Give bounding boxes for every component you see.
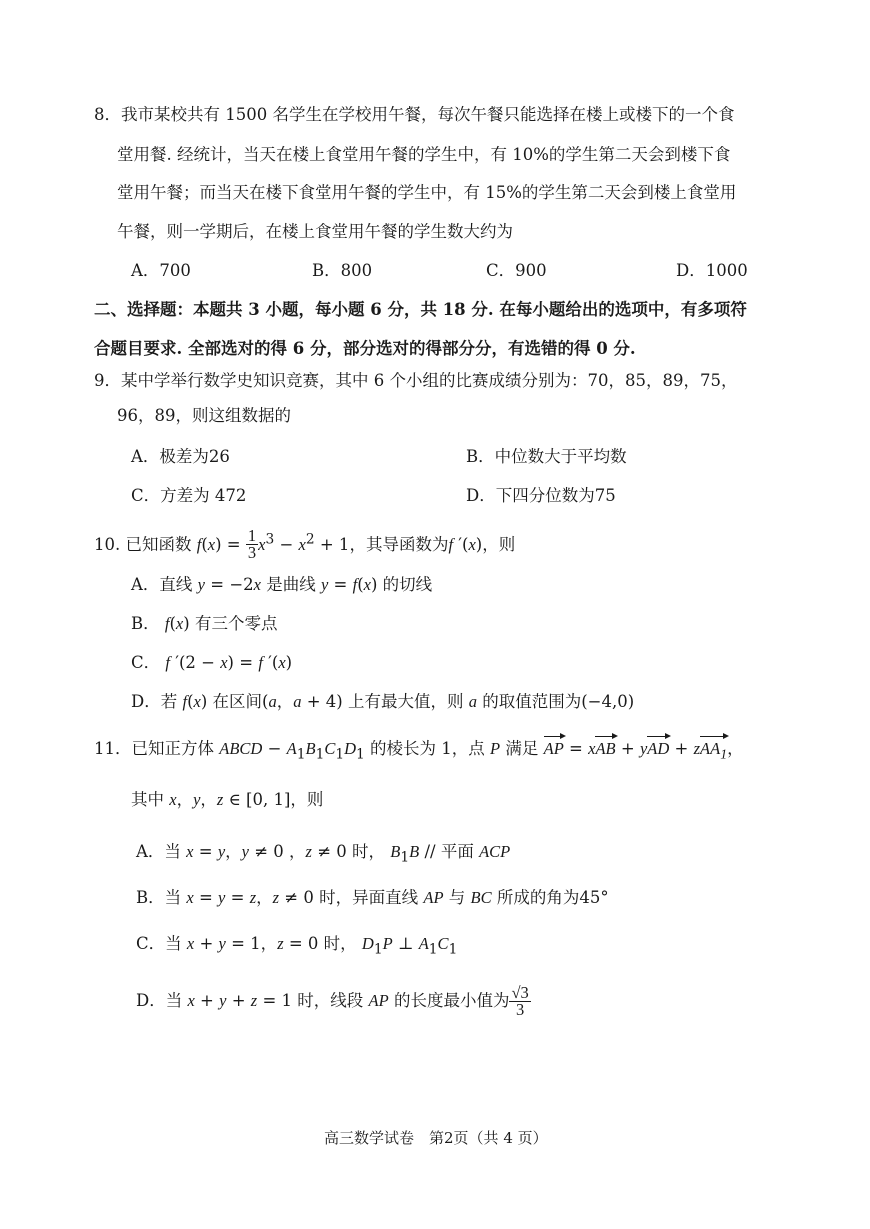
q11-stem: 11．已知正方体 ABCD − $A_1B_1C_1D_1$ 的棱长为 1，点 P 满足 AP = xAB + yAD + zAA$_1$， [94,739,744,763]
q10-stem: 10. 已知函数 f(x) = $\frac{1}{3}$ $x^3 - x^2 + 1$，其导函数为f ′(x)，则 [94,526,516,562]
q11-option-a: A．当 x = y，y ≠ 0 ，z ≠ 0 时， $B_1B$ // 平面 ACP [136,842,511,866]
q8-option-d: D．1000 [676,261,748,280]
q9-option-d: D．下四分位数为75 [466,486,616,505]
section2-heading-line1: 二、选择题：本题共 3 小题，每小题 6 分，共 18 分. 在每小题给出的选项中，有多项符 [94,300,747,319]
q10-option-a: A．直线 y = −2x 是曲线 y = f(x) 的切线 [131,575,433,594]
section2-heading-line2: 合题目要求. 全部选对的得 6 分，部分选对的得部分分，有选错的得 0 分. [94,339,636,358]
q11-option-d: D．当 x + y + z = 1 时，线段 AP 的长度最小值为 $\frac{√3}{3}$ [136,983,529,1019]
q11-line2: 其中 x，y，z ∈ [0, 1]，则 [131,790,324,809]
q8-line2: 堂用餐. 经统计，当天在楼上食堂用午餐的学生中，有 10%的学生第二天会到楼下食 [117,145,731,164]
q8-option-c: C．900 [486,261,547,280]
q8-option-a: A．700 [131,261,191,280]
q10-option-b: B． f(x) 有三个零点 [131,614,278,633]
page-footer: 高三数学试卷 第2页（共 4 页） [324,1129,548,1147]
q8-line1: 8．我市某校共有 1500 名学生在学校用午餐，每次午餐只能选择在楼上或楼下的一个食 [94,105,735,124]
sqrt3-over-3-fraction: $\frac{√3}{3}$ [511,983,529,1019]
q10-option-d: D．若 f(x) 在区间(a，a + 4) 上有最大值，则 a 的取值范围为(−4,0) [131,692,635,711]
q8-line3: 堂用午餐；而当天在楼下食堂用午餐的学生中，有 15%的学生第二天会到楼上食堂用 [117,183,737,202]
q11-option-b: B．当 x = y = z，z ≠ 0 时，异面直线 AP 与 BC 所成的角为45° [136,888,609,907]
q9-option-c: C．方差为 472 [131,486,247,505]
q9-option-a: A．极差为26 [131,447,230,466]
q9-line2: 96，89，则这组数据的 [117,406,291,425]
q9-line1: 9．某中学举行数学史知识竞赛，其中 6 个小组的比赛成绩分别为：70，85，89，75， [94,371,738,390]
q8-option-b: B．800 [312,261,373,280]
q10-option-c: C． f ′(2 − x) = f ′(x) [131,653,293,672]
q11-option-c: C．当 x + y = 1，z = 0 时， $D_1P$ ⊥ $A_1C_1$ [136,934,458,958]
q8-line4: 午餐，则一学期后，在楼上食堂用午餐的学生数大约为 [117,222,513,241]
q9-option-b: B．中位数大于平均数 [466,447,627,466]
